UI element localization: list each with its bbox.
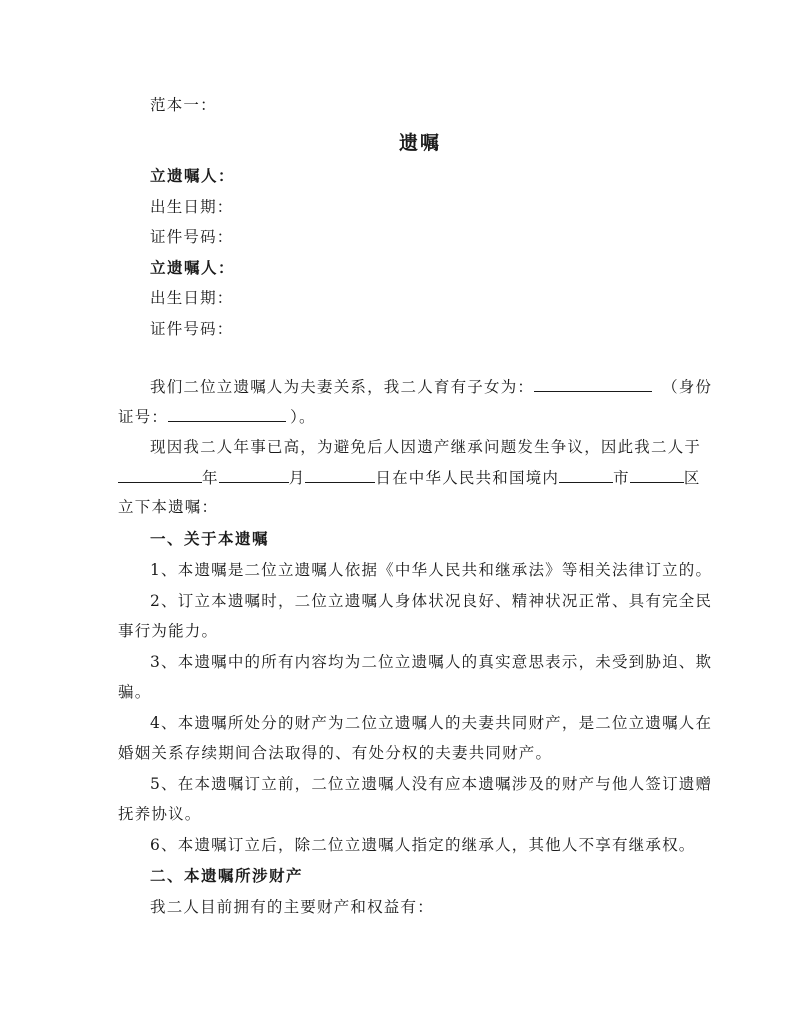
intro-id-prefix: 证号： bbox=[118, 408, 169, 426]
sample-label: 范本一： bbox=[150, 96, 217, 114]
section-1-heading: 一、关于本遗嘱 bbox=[150, 530, 270, 548]
section-1-item-3-line-2: 骗。 bbox=[118, 683, 152, 701]
intro-paragraph-line-1 bbox=[150, 375, 712, 398]
testator-2-id-number: 证件号码： bbox=[150, 320, 234, 338]
intro-text: 我们二位立遗嘱人为夫妻关系，我二人育有子女为： bbox=[150, 378, 535, 396]
section-2-heading: 二、本遗嘱所涉财产 bbox=[150, 867, 304, 885]
month-label: 月 bbox=[288, 469, 306, 487]
children-id-blank[interactable] bbox=[168, 405, 286, 422]
district-label: 区 bbox=[683, 469, 701, 487]
section-1-item-6: 6、本遗嘱订立后，除二位立遗嘱人指定的继承人，其他人不享有继承权。 bbox=[150, 836, 696, 854]
section-2-intro: 我二人目前拥有的主要财产和权益有： bbox=[150, 898, 434, 916]
section-1-item-5-line-2: 抚养协议。 bbox=[118, 805, 202, 823]
day-blank[interactable] bbox=[305, 466, 375, 483]
year-blank[interactable] bbox=[118, 466, 202, 483]
children-name-blank[interactable] bbox=[534, 375, 652, 392]
city-blank[interactable] bbox=[559, 466, 613, 483]
section-1-item-4-line-1: 4、本遗嘱所处分的财产为二位立遗嘱人的夫妻共同财产，是二位立遗嘱人在 bbox=[150, 714, 713, 732]
intro-id-label: （身份 bbox=[662, 378, 713, 396]
date-paragraph-line-2 bbox=[118, 466, 701, 489]
day-location-label: 日在中华人民共和国境内 bbox=[375, 469, 560, 487]
month-blank[interactable] bbox=[219, 466, 289, 483]
intro-id-suffix: ）。 bbox=[290, 408, 316, 426]
city-label: 市 bbox=[613, 469, 630, 487]
testator-1-heading: 立遗嘱人： bbox=[150, 167, 236, 185]
section-1-item-2-line-1: 2、订立本遗嘱时，二位立遗嘱人身体状况良好、精神状况正常、具有完全民 bbox=[150, 592, 713, 610]
testator-2-heading: 立遗嘱人： bbox=[150, 259, 236, 277]
section-1-item-5-line-1: 5、在本遗嘱订立前，二位立遗嘱人没有应本遗嘱涉及的财产与他人签订遗赠 bbox=[150, 775, 713, 793]
date-paragraph-line-1: 现因我二人年事已高，为避免后人因遗产继承问题发生争议，因此我二人于 bbox=[150, 438, 702, 456]
year-label: 年 bbox=[202, 469, 219, 487]
testator-1-id-number: 证件号码： bbox=[150, 228, 234, 246]
district-blank[interactable] bbox=[630, 466, 684, 483]
testator-2-birth-date: 出生日期： bbox=[150, 289, 234, 307]
document-title: 遗嘱 bbox=[398, 132, 441, 154]
intro-paragraph-line-2 bbox=[118, 405, 316, 428]
section-1-item-3-line-1: 3、本遗嘱中的所有内容均为二位立遗嘱人的真实意思表示，未受到胁迫、欺 bbox=[150, 653, 713, 671]
section-1-item-2-line-2: 事行为能力。 bbox=[118, 622, 219, 640]
testator-1-birth-date: 出生日期： bbox=[150, 198, 234, 216]
section-1-item-1: 1、本遗嘱是二位立遗嘱人依据《中华人民共和继承法》等相关法律订立的。 bbox=[150, 561, 713, 579]
date-paragraph-line-3: 立下本遗嘱： bbox=[118, 498, 219, 516]
section-1-item-4-line-2: 婚姻关系存续期间合法取得的、有处分权的夫妻共同财产。 bbox=[118, 744, 553, 762]
